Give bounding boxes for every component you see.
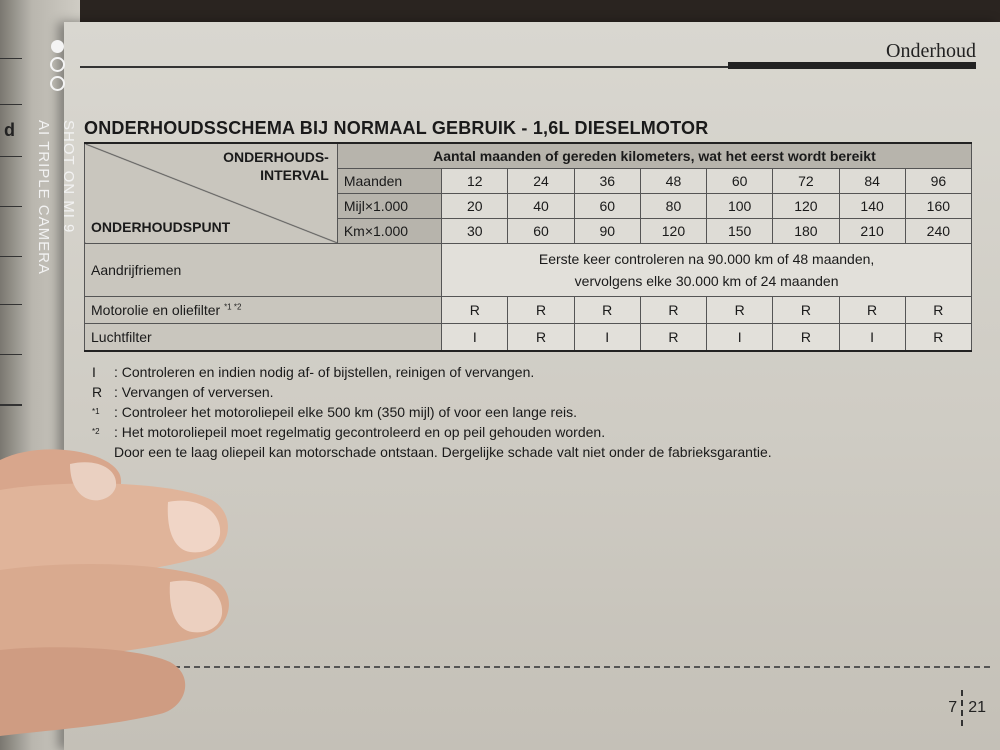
table-cell: 96 [905, 169, 971, 194]
watermark-ring-icon [50, 76, 65, 91]
table-cell: I [707, 324, 773, 352]
table-cell: 60 [508, 219, 574, 244]
table-cell: 84 [839, 169, 905, 194]
table-cell: 72 [773, 169, 839, 194]
table-cell: R [773, 297, 839, 324]
table-cell: 40 [508, 194, 574, 219]
row-label-miles: Mijl×1.000 [337, 194, 441, 219]
left-rule [0, 354, 22, 355]
watermark-ring-icon [50, 57, 65, 72]
table-cell: 30 [442, 219, 508, 244]
table-cell: 120 [640, 219, 706, 244]
table-cell: 80 [640, 194, 706, 219]
left-rule [0, 58, 22, 59]
table-cell: R [839, 297, 905, 324]
table-cell: R [773, 324, 839, 352]
page-number: 7 21 [948, 690, 986, 726]
item-name: Motorolie en oliefilter $^{*1 *2}$ [85, 297, 442, 324]
table-cell: I [574, 324, 640, 352]
table-cell: R [508, 324, 574, 352]
hand-image [0, 430, 240, 750]
maintenance-table [84, 142, 972, 352]
left-rule [0, 256, 22, 257]
table-cell: 60 [574, 194, 640, 219]
table-cell: 48 [640, 169, 706, 194]
left-rule [0, 156, 22, 157]
table-cell: R [640, 297, 706, 324]
table-cell: 160 [905, 194, 971, 219]
table-cell: I [839, 324, 905, 352]
footnote: *1 : Controleer het motoroliepeil elke 500 km (350 mijl) of voor een lange reis. [92, 404, 578, 420]
table-row [85, 244, 972, 297]
left-rule [0, 404, 22, 406]
table-cell: 120 [773, 194, 839, 219]
table-cell: 20 [442, 194, 508, 219]
camera-watermark [42, 40, 72, 95]
table-cell: 210 [839, 219, 905, 244]
left-rule [0, 104, 22, 105]
watermark-line-1: SHOT ON MI 9 [60, 120, 77, 234]
table-cell: I [442, 324, 508, 352]
footnote: I : Controleren en indien nodig af- of bijstellen, reinigen of vervangen. [92, 364, 535, 380]
table-cell: 150 [707, 219, 773, 244]
table-cell: R [640, 324, 706, 352]
table-cell: R [508, 297, 574, 324]
table-cell: 36 [574, 169, 640, 194]
left-rule [0, 304, 22, 305]
table-cell: 90 [574, 219, 640, 244]
item-name: Aandrijfriemen [85, 244, 442, 297]
table-cell: R [707, 297, 773, 324]
footnote-continuation: Door een te laag oliepeil kan motorschade ontstaan. Dergelijke schade valt niet onder de fabrieksgarantie. [114, 444, 772, 460]
maintenance-point-label: ONDERHOUDSPUNT [91, 219, 231, 235]
item-name: Luchtfilter [85, 324, 442, 352]
row-label-months: Maanden [337, 169, 441, 194]
table-row [85, 324, 972, 352]
table-cell: 240 [905, 219, 971, 244]
table-cell: R [574, 297, 640, 324]
table-cell: 180 [773, 219, 839, 244]
header-bar [728, 62, 976, 69]
table-cell: 140 [839, 194, 905, 219]
table-cell: R [905, 297, 971, 324]
interval-span-header: Aantal maanden of gereden kilometers, wat het eerst wordt bereikt [337, 143, 971, 169]
table-cell: R [442, 297, 508, 324]
table-cell: 60 [707, 169, 773, 194]
table-cell: 100 [707, 194, 773, 219]
watermark-line-2: AI TRIPLE CAMERA [35, 120, 52, 275]
footnote-marks: *1 *2 [224, 302, 242, 312]
table-row [85, 297, 972, 324]
footer-dashed-rule [164, 666, 990, 668]
diagonal-header-cell [85, 143, 338, 244]
item-note: Eerste keer controleren na 90.000 km of 48 maanden, vervolgens elke 30.000 km of 24 maanden [442, 244, 972, 297]
footnote: R : Vervangen of verversen. [92, 384, 274, 400]
watermark-dot-icon [51, 40, 64, 53]
page-header: Onderhoud [886, 40, 976, 62]
row-label-km: Km×1.000 [337, 219, 441, 244]
table-cell: 24 [508, 169, 574, 194]
page-title: ONDERHOUDSSCHEMA BIJ NORMAAL GEBRUIK - 1,6L DIESELMOTOR [84, 118, 709, 138]
left-page-letter: d [4, 120, 15, 140]
left-rule [0, 206, 22, 207]
interval-label: ONDERHOUDS- INTERVAL [223, 149, 329, 183]
table-cell: 12 [442, 169, 508, 194]
footnote: *2 : Het motoroliepeil moet regelmatig gecontroleerd en op peil gehouden worden. [92, 424, 606, 440]
table-cell: R [905, 324, 971, 352]
